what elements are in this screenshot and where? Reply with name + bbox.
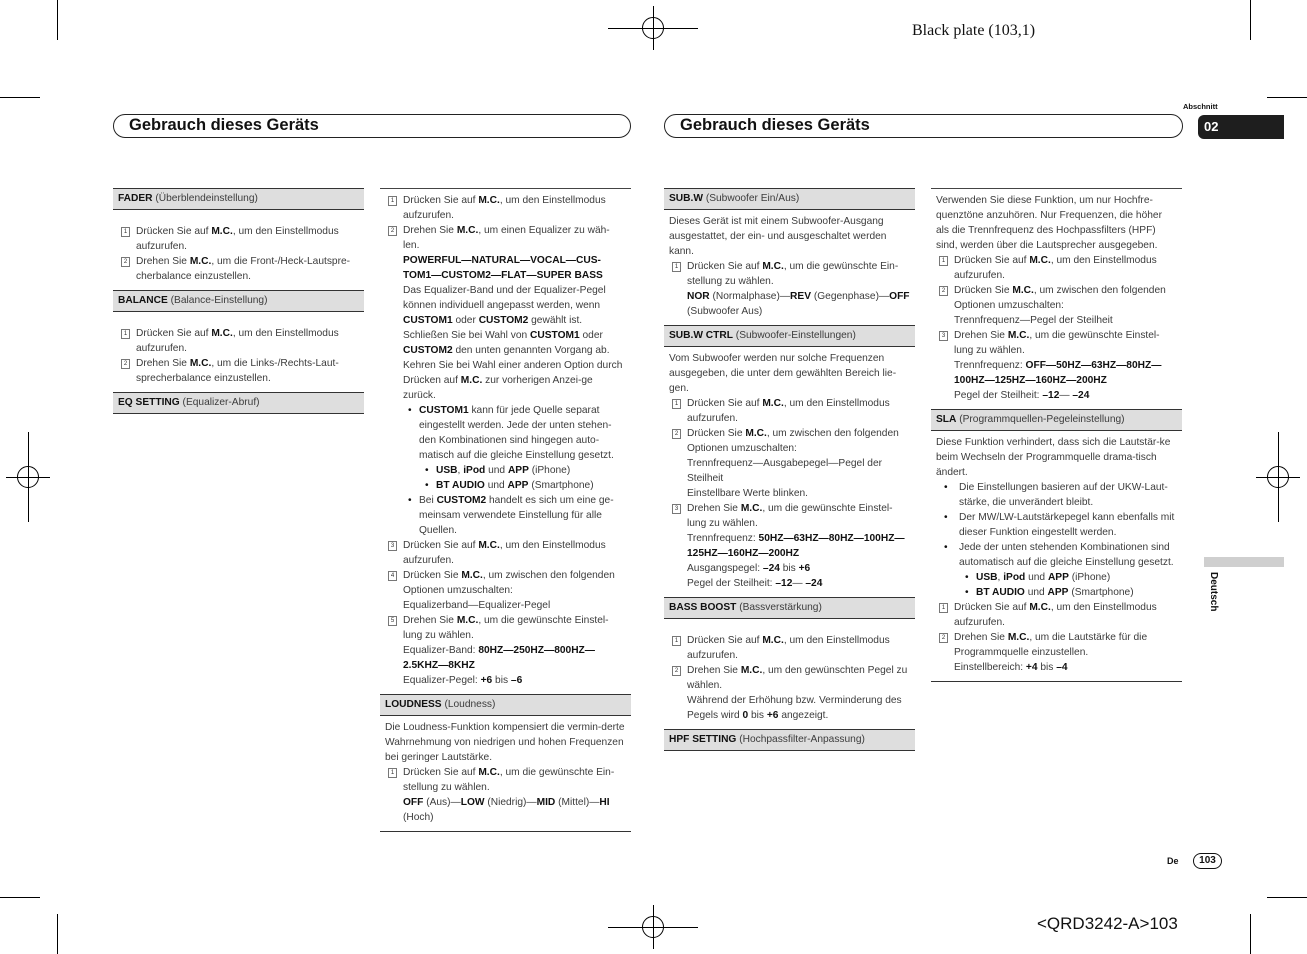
step: 2 Drücken Sie M.C., um zwischen den folgenden Optionen umzuschalten: [669,426,910,456]
step: 3 Drücken Sie auf M.C., um den Einstellmodus aufzurufen. [385,538,626,568]
column-1 [113,188,364,414]
section-eq-setting: EQ SETTING (Equalizer-Abruf) [113,392,364,414]
bullet-item: • USB, iPod und APP (iPhone) [385,463,626,478]
bullet-item: • Die Einstellungen basieren auf der UKW-Laut-stärke, die unverändert bleibt. [944,482,1168,508]
crop-mark [1250,0,1251,40]
bullet-item: • Bei CUSTOM2 handelt es sich um eine ge-meinsam verwendete Einstellung für alle Quellen. [385,493,626,538]
page-title-left: Gebrauch dieses Geräts [113,114,631,138]
section-hpf-setting: HPF SETTING (Hochpassfilter-Anpassung) [664,729,915,751]
footer-code: <QRD3242-A>103 [1037,914,1178,933]
step: 1 Drücken Sie auf M.C., um den Einstellmodus aufzurufen. [118,224,359,254]
step: 1 Drücken Sie auf M.C., um den Einstellmodus aufzurufen. [118,326,359,356]
section-sla: SLA (Programmquellen-Pegeleinstellung) [931,409,1182,431]
step: 1 Drücken Sie auf M.C., um die gewünschte Ein-stellung zu wählen. [669,259,910,289]
bullet-item: • Jede der unten stehenden Kombinationen sind automatisch auf die gleiche Einstellung gesetzt. [944,542,1174,568]
section-label: Abschnitt [1183,102,1218,111]
step: 5 Drehen Sie M.C., um die gewünschte Einstel-lung zu wählen. [385,613,626,643]
section-fader: FADER (Überblendeinstellung) [113,188,364,210]
section-sub-w: SUB.W (Subwoofer Ein/Aus) [664,188,915,210]
column-4: Verwenden Sie diese Funktion, um nur Hochfre-quenztöne anzuhören. Nur Frequenzen, die höher als die Trennfrequenz des Hochpassfilters (HPF) sind, werden über die Lautsprecher ausgegeben. 1 Drücken Sie auf M.C., um den Einstellmodus aufzurufen. 2 Drücken Sie M.C., um zwischen den folgenden Optionen umzuschalten: Trennfrequenz—Pegel der Steilheit 3 Drehen Sie M.C., um die gewünschte Einstel-lung zu wählen. Trennfrequenz: OFF—50HZ—63HZ—80HZ—100HZ—125HZ—160HZ—200HZ Pegel der Steilheit: –12— –24 SLA (Programmquellen-Pegeleinstellung) Diese Funktion verhindert, dass sich die Lautstär-ke beim Wechseln der Programmquelle drama-tisch ändert. • Die Einstellungen basieren auf der UKW-Laut-stärke, die unverändert bleibt. • Der MW/LW-Lautstärkepegel kann ebenfalls mit dieser Funktion eingestellt werden. • Jede der unten stehenden Kombinationen sind automatisch auf die gleiche Einstellung gesetzt. • USB, iPod und APP (iPhone) • BT AUDIO und APP (Smartphone) 1 Drücken Sie auf M.C., um den Einstellmodus aufzurufen. 2 Drehen Sie M.C., um die Lautstärke für die Programmquelle einzustellen. Einstellbereich: +4 bis –4 [931,188,1182,682]
column-3: SUB.W (Subwoofer Ein/Aus) Dieses Gerät ist mit einem Subwoofer-Ausgang ausgestattet, der ein- und ausgeschaltet werden kann. 1 Drücken Sie auf M.C., um die gewünschte Ein-stellung zu wählen. NOR (Normalphase)—REV (Gegenphase)—OFF (Subwoofer Aus) SUB.W CTRL (Subwoofer-Einstellungen) Vom Subwoofer werden nur solche Frequenzen ausgegeben, die unter dem gewählten Bereich lie-gen. 1 Drücken Sie auf M.C., um den Einstellmodus aufzurufen. 2 Drücken Sie M.C., um zwischen den folgenden Optionen umzuschalten: Trennfrequenz—Ausgabepegel—Pegel der Steilheit Einstellbare Werte blinken. 3 Drehen Sie M.C., um die gewünschte Einstel-lung zu wählen. Trennfrequenz: 50HZ—63HZ—80HZ—100HZ—125HZ—160HZ—200HZ Ausgangspegel: –24 bis +6 Pegel der Steilheit: –12— –24 BASS BOOST (Bassverstärkung) 1 Drücken Sie auf M.C., um den Einstellmodus aufzurufen. 2 Drehen Sie M.C., um den gewünschten Pegel zu wählen. Während der Erhöhung bzw. Verminderung des Pegels wird 0 bis +6 angezeigt. HPF SETTING (Hochpassfilter-Anpassung) [664,188,915,751]
step: 2 Drehen Sie M.C., um die Links-/Rechts-Laut-sprecherbalance einzustellen. [118,356,359,386]
crop-mark [1267,97,1307,98]
step: 2 Drehen Sie M.C., um einen Equalizer zu wäh-len. [385,223,626,253]
section-bass-boost: BASS BOOST (Bassverstärkung) [664,597,915,619]
section-sub-w-ctrl: SUB.W CTRL (Subwoofer-Einstellungen) [664,325,915,347]
page-title-right: Gebrauch dieses Geräts [664,114,1183,138]
crop-mark [1267,897,1307,898]
crop-mark [0,97,40,98]
step: 4 Drücken Sie M.C., um zwischen den folgenden Optionen umzuschalten: [385,568,626,598]
section-number-tab: 02 [1198,115,1284,139]
language-code: De [1167,856,1179,866]
bullet-item: • Der MW/LW-Lautstärkepegel kann ebenfalls mit dieser Funktion eingestellt werden. [944,512,1175,538]
crop-mark [57,0,58,40]
bullet-item: • BT AUDIO und APP (Smartphone) [965,587,1134,598]
bullet-item: • BT AUDIO und APP (Smartphone) [385,478,626,493]
step: 1 Drücken Sie auf M.C., um den Einstellmodus aufzurufen. [669,633,910,663]
step: 2 Drehen Sie M.C., um die Front-/Heck-Lautspre-cherbalance einzustellen. [118,254,359,284]
step: 2 Drehen Sie M.C., um den gewünschten Pegel zu wählen. [669,663,910,693]
language-tab-label: Deutsch [1208,572,1219,612]
section-balance: BALANCE (Balance-Einstellung) [113,290,364,312]
crop-mark [1250,914,1251,954]
crop-mark [57,914,58,954]
step: 2 Drücken Sie M.C., um zwischen den folgenden Optionen umzuschalten: [936,283,1177,313]
bullet-item: • CUSTOM1 kann für jede Quelle separat eingestellt werden. Jede der unten stehen-den Kombinationen sind hingegen auto-matisch auf die gleiche Einstellung gesetzt. [385,403,626,463]
step: 1 Drücken Sie auf M.C., um die gewünschte Ein-stellung zu wählen. [385,765,626,795]
section-loudness: LOUDNESS (Loudness) [380,694,631,716]
step: 1 Drücken Sie auf M.C., um den Einstellmodus aufzurufen. [669,396,910,426]
language-side-tab [1204,557,1284,567]
plate-label: Black plate (103,1) [912,22,1036,39]
crop-mark [0,897,40,898]
step: 1 Drücken Sie auf M.C., um den Einstellmodus aufzurufen. [936,253,1177,283]
column-2: 1 Drücken Sie auf M.C., um den Einstellmodus aufzurufen. 2 Drehen Sie M.C., um einen Equalizer zu wäh-len. POWERFUL—NATURAL—VOCAL—CUS-TOM1—CUSTOM2—FLAT—SUPER BASS Das Equalizer-Band und der Equalizer-Pegel können individuell angepasst werden, wenn CUSTOM1 oder CUSTOM2 gewählt ist. Schließen Sie bei Wahl von CUSTOM1 oder CUSTOM2 den unten genannten Vorgang ab. Kehren Sie bei Wahl einer anderen Option durch Drücken auf M.C. zur vorherigen Anzei-ge zurück. • CUSTOM1 kann für jede Quelle separat eingestellt werden. Jede der unten stehen-den Kombinationen sind hingegen auto-matisch auf die gleiche Einstellung gesetzt. • USB, iPod und APP (iPhone) • BT AUDIO und APP (Smartphone) • Bei CUSTOM2 handelt es sich um eine ge-meinsam verwendete Einstellung für alle Quellen. 3 Drücken Sie auf M.C., um den Einstellmodus aufzurufen. 4 Drücken Sie M.C., um zwischen den folgenden Optionen umzuschalten: Equalizerband—Equalizer-Pegel 5 Drehen Sie M.C., um die gewünschte Einstel-lung zu wählen. Equalizer-Band: 80HZ—250HZ—800HZ—2.5KHZ—8KHZ Equalizer-Pegel: +6 bis –6 LOUDNESS (Loudness) Die Loudness-Funktion kompensiert die vermin-derte Wahrnehmung von niedrigen und hohen Frequenzen bei geringer Lautstärke. 1 Drücken Sie auf M.C., um die gewünschte Ein-stellung zu wählen. OFF (Aus)—LOW (Niedrig)—MID (Mittel)—HI (Hoch) [380,188,631,832]
step: 1 Drücken Sie auf M.C., um den Einstellmodus aufzurufen. [936,600,1177,630]
bullet-item: • USB, iPod und APP (iPhone) [965,572,1111,583]
step: 3 Drehen Sie M.C., um die gewünschte Einstel-lung zu wählen. [936,328,1177,358]
page-number: 103 [1193,853,1222,869]
step: 3 Drehen Sie M.C., um die gewünschte Einstel-lung zu wählen. [669,501,910,531]
step: 2 Drehen Sie M.C., um die Lautstärke für die Programmquelle einzustellen. [936,630,1177,660]
step: 1 Drücken Sie auf M.C., um den Einstellmodus aufzurufen. [385,193,626,223]
